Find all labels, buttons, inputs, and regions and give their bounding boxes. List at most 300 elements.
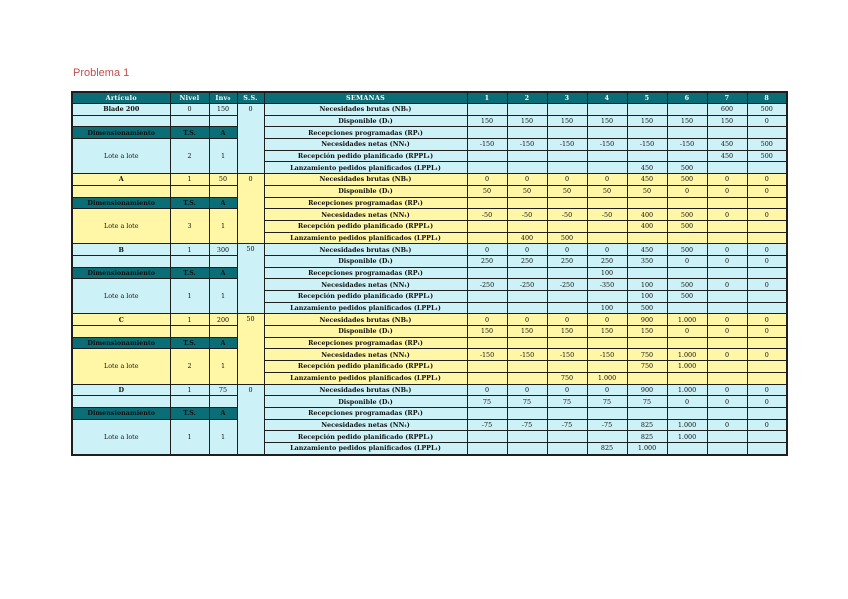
week-cell: 150 bbox=[547, 326, 587, 338]
week-cell: 0 bbox=[587, 244, 627, 256]
week-cell: 0 bbox=[707, 244, 747, 256]
week-cell: 500 bbox=[667, 279, 707, 291]
week-cell: 450 bbox=[627, 174, 667, 186]
week-cell: 500 bbox=[667, 291, 707, 303]
week-cell: -150 bbox=[587, 139, 627, 151]
table-row bbox=[72, 396, 787, 408]
item-name: D bbox=[72, 384, 170, 396]
sub-header-a: A bbox=[209, 127, 237, 139]
item-ts: 3 bbox=[170, 209, 209, 244]
week-cell: 0 bbox=[467, 384, 507, 396]
row-label: Recepciones programadas (RPₜ) bbox=[264, 407, 467, 419]
row-label: Recepciones programadas (RPₜ) bbox=[264, 267, 467, 279]
week-cell: 150 bbox=[467, 115, 507, 127]
week-cell bbox=[747, 337, 787, 349]
item-ts: 1 bbox=[170, 419, 209, 455]
row-label: Necesidades netas (NNₜ) bbox=[264, 279, 467, 291]
week-cell bbox=[507, 431, 547, 443]
week-cell: 150 bbox=[467, 326, 507, 338]
row-label: Recepciones programadas (RPₜ) bbox=[264, 337, 467, 349]
item-nivel: 1 bbox=[170, 174, 209, 186]
week-cell bbox=[707, 407, 747, 419]
table-row bbox=[72, 419, 787, 431]
week-cell: 500 bbox=[547, 232, 587, 244]
table-row bbox=[72, 255, 787, 267]
item-a: 1 bbox=[209, 349, 237, 384]
table-row bbox=[72, 209, 787, 221]
week-cell bbox=[707, 127, 747, 139]
week-cell bbox=[667, 407, 707, 419]
week-cell: 450 bbox=[707, 139, 747, 151]
header-week: 1 bbox=[467, 92, 507, 104]
week-cell: 900 bbox=[627, 384, 667, 396]
week-cell: 100 bbox=[627, 291, 667, 303]
week-cell bbox=[507, 337, 547, 349]
sub-header-ts: T.S. bbox=[170, 267, 209, 279]
week-cell: 100 bbox=[587, 267, 627, 279]
week-cell bbox=[587, 197, 627, 209]
week-cell: 50 bbox=[627, 185, 667, 197]
week-cell bbox=[747, 442, 787, 454]
week-cell: 0 bbox=[747, 384, 787, 396]
row-label: Lanzamiento pedidos planificados (LPPLₜ) bbox=[264, 232, 467, 244]
week-cell: 150 bbox=[707, 115, 747, 127]
week-cell: 1.000 bbox=[667, 314, 707, 326]
item-a: 1 bbox=[209, 419, 237, 455]
row-label: Recepciones programadas (RPₜ) bbox=[264, 127, 467, 139]
week-cell bbox=[507, 372, 547, 384]
week-cell: 0 bbox=[747, 326, 787, 338]
week-cell: 0 bbox=[507, 174, 547, 186]
week-cell: 450 bbox=[627, 162, 667, 174]
row-label: Recepciones programadas (RPₜ) bbox=[264, 197, 467, 209]
table-row bbox=[72, 279, 787, 291]
week-cell bbox=[667, 302, 707, 314]
table-row bbox=[72, 197, 787, 209]
header-week: 2 bbox=[507, 92, 547, 104]
week-cell: -75 bbox=[467, 419, 507, 431]
row-label: Necesidades netas (NNₜ) bbox=[264, 349, 467, 361]
row-label: Necesidades brutas (NBₜ) bbox=[264, 244, 467, 256]
week-cell: -50 bbox=[467, 209, 507, 221]
item-inv: 75 bbox=[209, 384, 237, 396]
week-cell bbox=[747, 267, 787, 279]
week-cell: 900 bbox=[627, 314, 667, 326]
row-label: Lanzamiento pedidos planificados (LPPLₜ) bbox=[264, 302, 467, 314]
week-cell bbox=[587, 104, 627, 116]
week-cell bbox=[467, 267, 507, 279]
item-ss: 50 bbox=[237, 244, 264, 314]
item-nivel: 0 bbox=[170, 104, 209, 116]
week-cell: 0 bbox=[747, 349, 787, 361]
table-row bbox=[72, 139, 787, 151]
week-cell: 0 bbox=[747, 396, 787, 408]
sub-header-dimensionamiento: Dimensionamiento bbox=[72, 337, 170, 349]
item-nivel: 1 bbox=[170, 244, 209, 256]
header-semanas: SEMANAS bbox=[264, 92, 467, 104]
week-cell: 0 bbox=[707, 384, 747, 396]
week-cell: -50 bbox=[547, 209, 587, 221]
item-a: 1 bbox=[209, 279, 237, 314]
table-row bbox=[72, 174, 787, 186]
header-articulo: Artículo bbox=[72, 92, 170, 104]
week-cell: -75 bbox=[547, 419, 587, 431]
week-cell: 50 bbox=[587, 185, 627, 197]
week-cell: 1.000 bbox=[667, 431, 707, 443]
week-cell bbox=[467, 407, 507, 419]
item-ts: 1 bbox=[170, 279, 209, 314]
week-cell: 150 bbox=[507, 326, 547, 338]
week-cell: 0 bbox=[547, 244, 587, 256]
item-ts: 2 bbox=[170, 139, 209, 174]
sub-header-a: A bbox=[209, 407, 237, 419]
week-cell: 0 bbox=[547, 174, 587, 186]
item-name-blank bbox=[72, 396, 170, 408]
week-cell bbox=[587, 361, 627, 373]
week-cell: 0 bbox=[507, 244, 547, 256]
week-cell: 0 bbox=[707, 396, 747, 408]
row-label: Necesidades netas (NNₜ) bbox=[264, 139, 467, 151]
item-name-blank bbox=[72, 326, 170, 338]
week-cell: 0 bbox=[707, 279, 747, 291]
week-cell: 825 bbox=[587, 442, 627, 454]
item-name-blank bbox=[72, 255, 170, 267]
table-row bbox=[72, 384, 787, 396]
item-name: B bbox=[72, 244, 170, 256]
row-label: Disponible (Dₜ) bbox=[264, 326, 467, 338]
week-cell: 75 bbox=[587, 396, 627, 408]
week-cell: 150 bbox=[667, 115, 707, 127]
week-cell: 825 bbox=[627, 431, 667, 443]
week-cell: 500 bbox=[667, 244, 707, 256]
week-cell: 100 bbox=[627, 279, 667, 291]
week-cell: 450 bbox=[707, 150, 747, 162]
week-cell: 825 bbox=[627, 419, 667, 431]
week-cell bbox=[707, 232, 747, 244]
week-cell: 75 bbox=[507, 396, 547, 408]
week-cell bbox=[507, 267, 547, 279]
week-cell bbox=[627, 197, 667, 209]
week-cell bbox=[747, 162, 787, 174]
row-label: Lanzamiento pedidos planificados (LPPLₜ) bbox=[264, 442, 467, 454]
week-cell bbox=[507, 361, 547, 373]
week-cell bbox=[747, 361, 787, 373]
week-cell: 0 bbox=[667, 255, 707, 267]
item-inv: 200 bbox=[209, 314, 237, 326]
week-cell: 350 bbox=[627, 255, 667, 267]
week-cell bbox=[707, 442, 747, 454]
week-cell bbox=[707, 162, 747, 174]
week-cell: 0 bbox=[707, 419, 747, 431]
week-cell bbox=[747, 431, 787, 443]
week-cell: -150 bbox=[467, 349, 507, 361]
row-label: Recepción pedido planificado (RPPLₜ) bbox=[264, 220, 467, 232]
week-cell: -75 bbox=[587, 419, 627, 431]
row-label: Recepción pedido planificado (RPPLₜ) bbox=[264, 361, 467, 373]
item-name: A bbox=[72, 174, 170, 186]
sub-header-dimensionamiento: Dimensionamiento bbox=[72, 127, 170, 139]
item-nivel: 1 bbox=[170, 384, 209, 396]
table-row bbox=[72, 185, 787, 197]
week-cell: 0 bbox=[707, 326, 747, 338]
week-cell bbox=[627, 232, 667, 244]
row-label: Disponible (Dₜ) bbox=[264, 255, 467, 267]
table-row bbox=[72, 326, 787, 338]
row-label: Disponible (Dₜ) bbox=[264, 396, 467, 408]
week-cell: 0 bbox=[587, 384, 627, 396]
item-sizing: Lote a lote bbox=[72, 139, 170, 174]
week-cell: 250 bbox=[507, 255, 547, 267]
item-inv-blank bbox=[209, 255, 237, 267]
table-row bbox=[72, 267, 787, 279]
week-cell bbox=[507, 150, 547, 162]
row-label: Necesidades brutas (NBₜ) bbox=[264, 174, 467, 186]
row-label: Recepción pedido planificado (RPPLₜ) bbox=[264, 431, 467, 443]
week-cell: -150 bbox=[467, 139, 507, 151]
table-row bbox=[72, 337, 787, 349]
item-a: 1 bbox=[209, 139, 237, 174]
week-cell: 500 bbox=[747, 104, 787, 116]
week-cell bbox=[547, 442, 587, 454]
week-cell: -50 bbox=[507, 209, 547, 221]
week-cell: 75 bbox=[627, 396, 667, 408]
header-week: 4 bbox=[587, 92, 627, 104]
row-label: Disponible (Dₜ) bbox=[264, 115, 467, 127]
week-cell: 750 bbox=[627, 361, 667, 373]
week-cell bbox=[667, 267, 707, 279]
week-cell bbox=[467, 104, 507, 116]
sub-header-ts: T.S. bbox=[170, 197, 209, 209]
week-cell: 100 bbox=[587, 302, 627, 314]
week-cell bbox=[707, 302, 747, 314]
row-label: Necesidades brutas (NBₜ) bbox=[264, 384, 467, 396]
week-cell: 0 bbox=[547, 314, 587, 326]
week-cell bbox=[667, 127, 707, 139]
item-name: C bbox=[72, 314, 170, 326]
week-cell: 400 bbox=[627, 209, 667, 221]
item-nivel-blank bbox=[170, 255, 209, 267]
table-row bbox=[72, 244, 787, 256]
week-cell bbox=[587, 127, 627, 139]
week-cell: 50 bbox=[467, 185, 507, 197]
week-cell: 1.000 bbox=[667, 384, 707, 396]
week-cell bbox=[707, 220, 747, 232]
item-inv-blank bbox=[209, 396, 237, 408]
week-cell bbox=[747, 220, 787, 232]
item-a: 1 bbox=[209, 209, 237, 244]
item-name-blank bbox=[72, 115, 170, 127]
week-cell bbox=[507, 197, 547, 209]
row-label: Lanzamiento pedidos planificados (LPPLₜ) bbox=[264, 162, 467, 174]
week-cell: 75 bbox=[467, 396, 507, 408]
week-cell bbox=[587, 220, 627, 232]
week-cell: 250 bbox=[547, 255, 587, 267]
week-cell: 250 bbox=[587, 255, 627, 267]
week-cell: 0 bbox=[667, 326, 707, 338]
week-cell: 750 bbox=[547, 372, 587, 384]
row-label: Necesidades netas (NNₜ) bbox=[264, 209, 467, 221]
week-cell: -250 bbox=[467, 279, 507, 291]
week-cell: -350 bbox=[587, 279, 627, 291]
item-sizing: Lote a lote bbox=[72, 419, 170, 455]
week-cell bbox=[747, 291, 787, 303]
header-nivel: Nivel bbox=[170, 92, 209, 104]
table-row bbox=[72, 127, 787, 139]
week-cell: 0 bbox=[747, 115, 787, 127]
week-cell: 750 bbox=[627, 349, 667, 361]
week-cell bbox=[547, 302, 587, 314]
item-sizing: Lote a lote bbox=[72, 279, 170, 314]
header-ss: S.S. bbox=[237, 92, 264, 104]
week-cell bbox=[507, 162, 547, 174]
week-cell bbox=[627, 150, 667, 162]
header-week: 8 bbox=[747, 92, 787, 104]
sub-header-ts: T.S. bbox=[170, 407, 209, 419]
week-cell: 0 bbox=[747, 255, 787, 267]
week-cell: 150 bbox=[627, 326, 667, 338]
item-name: Blade 200 bbox=[72, 104, 170, 116]
item-ss: 0 bbox=[237, 104, 264, 174]
table-row bbox=[72, 349, 787, 361]
week-cell: 50 bbox=[547, 185, 587, 197]
week-cell: 0 bbox=[747, 279, 787, 291]
week-cell: 0 bbox=[747, 174, 787, 186]
week-cell bbox=[547, 337, 587, 349]
week-cell bbox=[747, 127, 787, 139]
header-week: 3 bbox=[547, 92, 587, 104]
week-cell: -50 bbox=[587, 209, 627, 221]
week-cell: 500 bbox=[747, 139, 787, 151]
sub-header-dimensionamiento: Dimensionamiento bbox=[72, 267, 170, 279]
week-cell: 0 bbox=[747, 419, 787, 431]
week-cell bbox=[467, 372, 507, 384]
week-cell bbox=[547, 220, 587, 232]
week-cell: 0 bbox=[707, 255, 747, 267]
sub-header-a: A bbox=[209, 197, 237, 209]
week-cell bbox=[547, 197, 587, 209]
week-cell: 1.000 bbox=[667, 361, 707, 373]
week-cell bbox=[627, 337, 667, 349]
item-nivel: 1 bbox=[170, 314, 209, 326]
week-cell bbox=[547, 162, 587, 174]
item-nivel-blank bbox=[170, 396, 209, 408]
row-label: Lanzamiento pedidos planificados (LPPLₜ) bbox=[264, 372, 467, 384]
item-nivel-blank bbox=[170, 115, 209, 127]
row-label: Recepción pedido planificado (RPPLₜ) bbox=[264, 150, 467, 162]
row-label: Recepción pedido planificado (RPPLₜ) bbox=[264, 291, 467, 303]
week-cell bbox=[667, 442, 707, 454]
item-inv: 150 bbox=[209, 104, 237, 116]
week-cell: -150 bbox=[507, 139, 547, 151]
week-cell: 400 bbox=[507, 232, 547, 244]
item-ts: 2 bbox=[170, 349, 209, 384]
week-cell bbox=[587, 337, 627, 349]
week-cell: 0 bbox=[707, 174, 747, 186]
week-cell bbox=[467, 337, 507, 349]
sub-header-dimensionamiento: Dimensionamiento bbox=[72, 407, 170, 419]
week-cell: 0 bbox=[747, 314, 787, 326]
row-label: Necesidades netas (NNₜ) bbox=[264, 419, 467, 431]
week-cell: 0 bbox=[587, 314, 627, 326]
sub-header-ts: T.S. bbox=[170, 337, 209, 349]
table-row bbox=[72, 115, 787, 127]
week-cell: 500 bbox=[667, 220, 707, 232]
week-cell bbox=[467, 361, 507, 373]
week-cell: -150 bbox=[587, 349, 627, 361]
week-cell bbox=[707, 197, 747, 209]
item-sizing: Lote a lote bbox=[72, 349, 170, 384]
week-cell bbox=[747, 197, 787, 209]
week-cell bbox=[627, 372, 667, 384]
week-cell bbox=[507, 442, 547, 454]
week-cell bbox=[707, 372, 747, 384]
week-cell bbox=[747, 372, 787, 384]
week-cell bbox=[667, 232, 707, 244]
week-cell bbox=[627, 407, 667, 419]
week-cell: 50 bbox=[507, 185, 547, 197]
week-cell: 0 bbox=[747, 185, 787, 197]
page-title: Problema 1 bbox=[73, 67, 130, 79]
week-cell bbox=[547, 150, 587, 162]
week-cell bbox=[547, 267, 587, 279]
sub-header-ts: T.S. bbox=[170, 127, 209, 139]
item-inv-blank bbox=[209, 115, 237, 127]
week-cell: 150 bbox=[507, 115, 547, 127]
week-cell bbox=[587, 291, 627, 303]
item-name-blank bbox=[72, 185, 170, 197]
week-cell: -150 bbox=[667, 139, 707, 151]
week-cell: -250 bbox=[507, 279, 547, 291]
week-cell bbox=[667, 104, 707, 116]
header-week: 7 bbox=[707, 92, 747, 104]
week-cell bbox=[587, 162, 627, 174]
row-label: Necesidades brutas (NBₜ) bbox=[264, 314, 467, 326]
week-cell: 250 bbox=[467, 255, 507, 267]
week-cell bbox=[747, 302, 787, 314]
week-cell bbox=[547, 361, 587, 373]
sub-header-a: A bbox=[209, 267, 237, 279]
week-cell: 0 bbox=[707, 314, 747, 326]
item-nivel-blank bbox=[170, 185, 209, 197]
week-cell bbox=[707, 361, 747, 373]
table-row bbox=[72, 407, 787, 419]
item-inv: 50 bbox=[209, 174, 237, 186]
week-cell: 0 bbox=[667, 185, 707, 197]
week-cell: 400 bbox=[627, 220, 667, 232]
week-cell bbox=[467, 197, 507, 209]
week-cell bbox=[467, 431, 507, 443]
week-cell bbox=[747, 232, 787, 244]
week-cell bbox=[467, 150, 507, 162]
header-inv: Inv₀ bbox=[209, 92, 237, 104]
week-cell: 0 bbox=[747, 244, 787, 256]
week-cell bbox=[507, 291, 547, 303]
table-row bbox=[72, 314, 787, 326]
week-cell bbox=[587, 232, 627, 244]
week-cell: 0 bbox=[507, 314, 547, 326]
week-cell: 0 bbox=[467, 174, 507, 186]
week-cell: 1.000 bbox=[667, 419, 707, 431]
item-ss: 0 bbox=[237, 384, 264, 455]
week-cell: 500 bbox=[747, 150, 787, 162]
week-cell bbox=[507, 220, 547, 232]
item-ss: 50 bbox=[237, 314, 264, 384]
week-cell: -150 bbox=[547, 139, 587, 151]
week-cell bbox=[467, 291, 507, 303]
week-cell bbox=[507, 104, 547, 116]
week-cell bbox=[467, 162, 507, 174]
week-cell: 500 bbox=[667, 209, 707, 221]
